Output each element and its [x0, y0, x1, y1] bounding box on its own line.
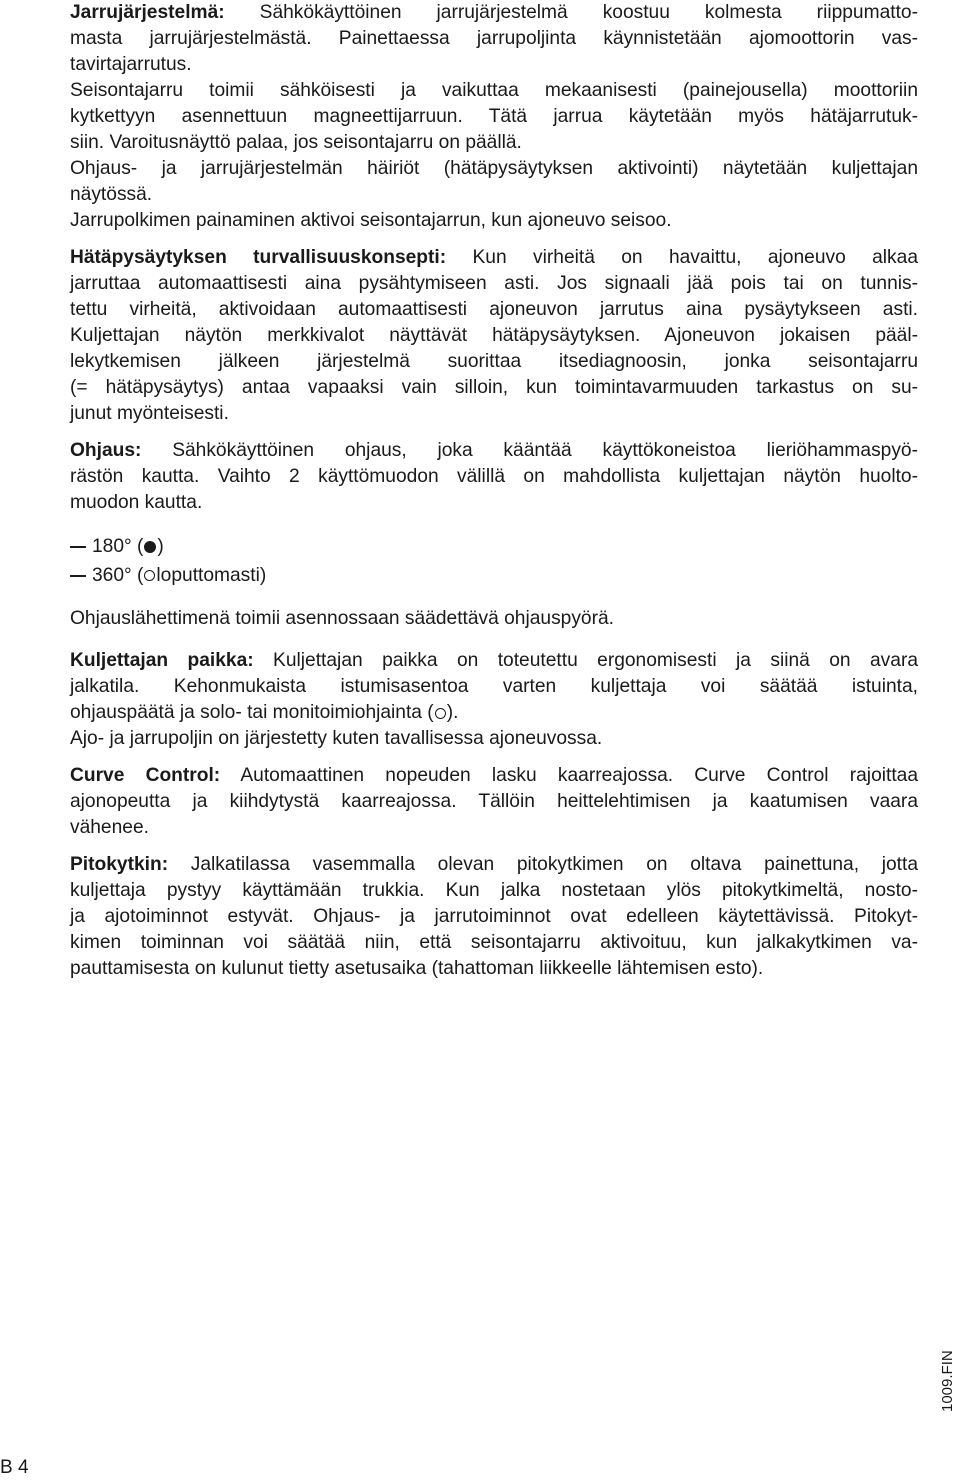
- brake-line: Jarrupolkimen painaminen aktivoi seisontajarrun, kun ajoneuvo seisoo.: [70, 210, 672, 231]
- curve-control-label: Curve Control:: [70, 765, 221, 786]
- brake-line: siin. Varoitusnäyttö palaa, jos seisontajarru on päällä.: [70, 132, 522, 153]
- standard-equipment-dot-icon: [144, 541, 156, 553]
- operator-position-paragraph: [70, 648, 918, 752]
- safety-line: jarruttaa automaattisesti aina pysähtymiseen asti. Jos signaali jää pois tai on tunnis-: [70, 273, 918, 294]
- curve-line-1: Curve Control: Automaattinen nopeuden lasku kaarreajossa. Curve Control rajoittaa: [70, 765, 919, 786]
- brake-system-label: Jarrujärjestelmä:: [70, 2, 225, 23]
- emergency-stop-paragraph: [70, 245, 918, 427]
- safety-line-1: Hätäpysäytyksen turvallisuuskonsepti: Kun virheitä on havaittu, ajoneuvo alkaa: [70, 247, 918, 268]
- steering-option-180: 180° ( ): [70, 532, 918, 561]
- optional-equipment-circle-icon: [144, 570, 155, 581]
- brake-line: masta jarrujärjestelmästä. Painettaessa jarrupoljinta käynnistetään ajomoottorin vas-: [70, 28, 918, 49]
- deadman-line: kimen toiminnan voi säätää niin, että seisontajarru aktivoituu, kun jalkakytkimen va-: [70, 932, 918, 953]
- steering-label: Ohjaus:: [70, 440, 142, 461]
- page-number: B 4: [0, 1457, 29, 1478]
- brake-line: tavirtajarrutus.: [70, 54, 192, 75]
- deadman-line: ja ajotoiminnot estyvät. Ohjaus- ja jarrutoiminnot ovat edelleen käytettävissä. Pitokyt-: [70, 906, 918, 927]
- operator-position-label: Kuljettajan paikka:: [70, 650, 254, 671]
- safety-line: (= hätäpysäytys) antaa vapaaksi vain silloin, kun toimintavarmuuden tarkastus on su-: [70, 377, 918, 398]
- deadman-switch-paragraph: [70, 852, 918, 982]
- brake-line-1: Jarrujärjestelmä: Sähkökäyttöinen jarrujärjestelmä koostuu kolmesta riippumatto-: [70, 2, 918, 23]
- dash-bullet: [70, 546, 86, 548]
- steering-options: [70, 532, 918, 590]
- document-code: 1009.FIN: [939, 1350, 956, 1412]
- operator-line: Ajo- ja jarrupoljin on järjestetty kuten tavallisessa ajoneuvossa.: [70, 728, 603, 749]
- steering-line: rästön kautta. Vaihto 2 käyttömuodon välillä on mahdollista kuljettajan näytön huolto-: [70, 466, 918, 487]
- manual-body: [70, 0, 918, 982]
- brake-line: kytkettyyn asennettuun magneettijarruun. Tätä jarrua käytetään myös hätäjarrutuk-: [70, 106, 918, 127]
- brake-system-paragraph: [70, 0, 918, 234]
- operator-line: ohjauspäätä ja solo- tai monitoimiohjainta ( ).: [70, 702, 459, 723]
- deadman-line: kuljettaja pystyy käyttämään trukkia. Kun jalka nostetaan ylös pitokytkimeltä, nosto-: [70, 880, 918, 901]
- operator-line-1: Kuljettajan paikka: Kuljettajan paikka on toteutettu ergonomisesti ja siinä on avara: [70, 650, 919, 671]
- optional-equipment-circle-icon: [435, 708, 446, 719]
- deadman-line: pauttamisesta on kulunut tietty asetusaika (tahattoman liikkeelle lähtemisen esto).: [70, 958, 764, 979]
- safety-line: tettu virheitä, aktivoidaan automaattisesti ajoneuvon jarrutus aina pysäytykseen asti.: [70, 299, 918, 320]
- brake-line: Ohjaus- ja jarrujärjestelmän häiriöt (hätäpysäytyksen aktivointi) näytetään kuljettajan: [70, 158, 918, 179]
- deadman-switch-label: Pitokytkin:: [70, 854, 169, 875]
- curve-line: vähenee.: [70, 817, 149, 838]
- brake-line: näytössä.: [70, 184, 153, 205]
- deadman-line-1: Pitokytkin: Jalkatilassa vasemmalla olevan pitokytkimen on oltava painettuna, jotta: [70, 854, 918, 875]
- curve-control-paragraph: [70, 763, 918, 841]
- steering-paragraph: [70, 438, 918, 516]
- brake-line: Seisontajarru toimii sähköisesti ja vaikuttaa mekaanisesti (painejousella) moottoriin: [70, 80, 918, 101]
- operator-line: jalkatila. Kehonmukaista istumisasentoa varten kuljettaja voi säätää istuinta,: [70, 676, 918, 697]
- safety-line: Kuljettajan näytön merkkivalot näyttävät hätäpysäytyksen. Ajoneuvon jokaisen pääl-: [70, 325, 918, 346]
- steering-option-360: 360° ( loputtomasti): [70, 561, 918, 590]
- curve-line: ajonopeutta ja kiihdytystä kaarreajossa. Tällöin heittelehtimisen ja kaatumisen vaara: [70, 791, 918, 812]
- emergency-stop-label: Hätäpysäytyksen turvallisuuskonsepti:: [70, 247, 447, 268]
- dash-bullet: [70, 575, 86, 577]
- safety-line: lekytkemisen jälkeen järjestelmä suorittaa itsediagnoosin, jonka seisontajarru: [70, 351, 918, 372]
- steering-note: Ohjauslähettimenä toimii asennossaan säädettävä ohjauspyörä.: [70, 608, 614, 629]
- safety-line: junut myönteisesti.: [70, 403, 229, 424]
- steering-line-1: Ohjaus: Sähkökäyttöinen ohjaus, joka kääntää käyttökoneistoa lieriöhammaspyö-: [70, 440, 918, 461]
- steering-line: muodon kautta.: [70, 492, 203, 513]
